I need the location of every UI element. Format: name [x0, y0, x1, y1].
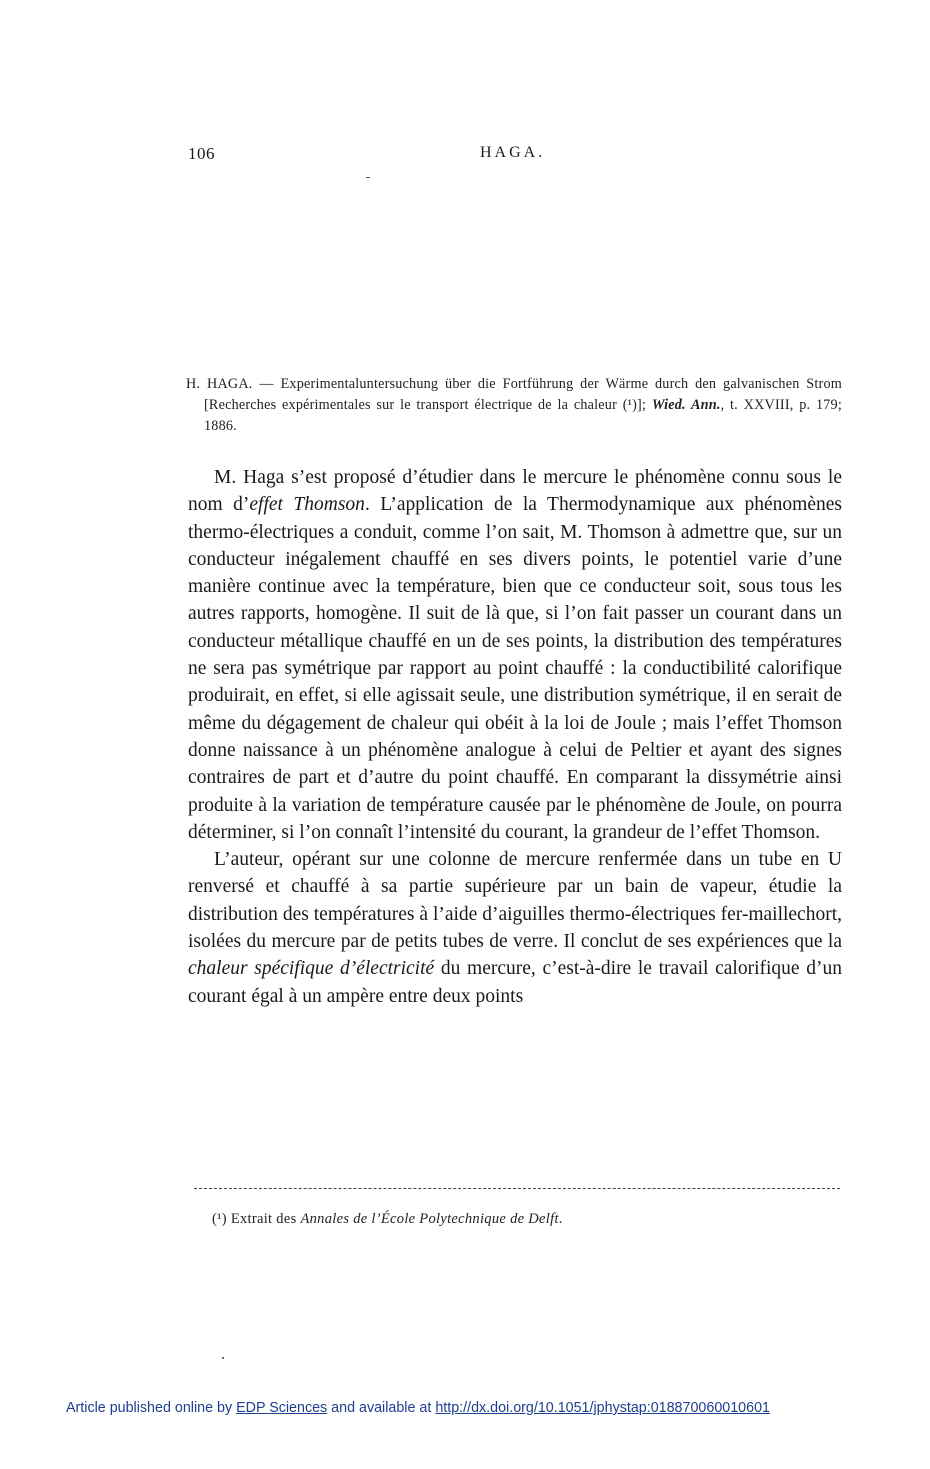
footnote-source: Annales de l’École Polytechnique de Delft	[300, 1211, 559, 1227]
paragraph-2	[188, 846, 842, 1010]
speck-mark-2	[222, 1357, 224, 1359]
citation-author: H. HAGA.	[186, 376, 253, 392]
footnote-rule	[194, 1188, 840, 1189]
publisher-middle: and available at	[327, 1400, 436, 1416]
edp-sciences-link[interactable]: EDP Sciences	[236, 1400, 328, 1416]
speck-mark	[366, 177, 370, 178]
citation-details: , t. XXVIII, p. 179; 1886.	[204, 397, 842, 434]
citation-block	[186, 374, 842, 437]
paragraph-1-start: M. Haga s’est proposé d’étudier dans le mercure le phénomène connu sous le nom d’	[188, 467, 842, 516]
footnote-end: .	[558, 1211, 563, 1227]
paragraph-1-rest: . L’application de la Thermodynamique aux phénomènes thermo-électriques a conduit, comme l’on sait, M. Thomson à admettre que, sur un conducteur inégalement chauffé en ses divers points, le potentiel varie d’une manière continue avec la température, bien que ce conducteur soit, sous tous les autres rapports, homogène. Il suit de là que, si l’on fait passer un courant dans un conducteur métallique chauffé en un de ses points, la distribution des températures ne sera pas symétrique par rapport au point chauffé : la conductibilité calorifique produirait, en effet, si elle agissait seule, une distribution symétrique, il en serait de même du dégagement de chaleur qui obéit à la loi de Joule ; mais l’effet Thomson donne naissance à un phénomène analogue à celui de Peltier et ayant des signes contraires de part et d’autre du point chauffé. En comparant la dissymétrie ainsi produite à la variation de température causée par le phénomène de Joule, on pourra déterminer, si l’on connaît l’intensité du courant, la grandeur de l’effet Thomson.	[188, 494, 842, 843]
page-number: 106	[188, 144, 215, 163]
footnote	[212, 1211, 563, 1228]
running-head: HAGA.	[480, 144, 546, 161]
paragraph-2-rest: du mercure, c’est-à-dire le travail calorifique d’un courant égal à un ampère entre deux points	[188, 958, 842, 1007]
doi-link[interactable]: http://dx.doi.org/10.1051/jphystap:018870060010601	[435, 1400, 770, 1416]
citation-dash: —	[252, 376, 281, 392]
publisher-prefix: Article published online by	[66, 1400, 237, 1416]
citation-title-german: Experimentaluntersuchung über die Fortführung der Wärme durch den galvanischen Strom	[280, 376, 842, 392]
citation-text	[186, 374, 842, 437]
paragraph-2-start: L’auteur, opérant sur une colonne de mercure renfermée dans un tube en U renversé et chauffé à sa partie supérieure par un bain de vapeur, étudie la distribution des températures à l’aide d’aiguilles thermo-électriques fer-maillechort, isolées du mercure par de petits tubes de verre. Il conclut de ses expériences que la	[188, 849, 842, 953]
citation-title-french: [Recherches expérimentales sur le transport électrique de la chaleur (¹)];	[204, 397, 652, 413]
paragraph-2-emphasis: chaleur spécifique d’électricité	[188, 958, 435, 980]
publisher-line	[66, 1400, 770, 1416]
footnote-marker: (¹) Extrait des	[212, 1211, 301, 1227]
paragraph-1-emphasis: effet Thomson	[249, 494, 365, 516]
article-body	[188, 464, 842, 1010]
paragraph-1	[188, 464, 842, 846]
citation-journal: Wied. Ann.	[651, 397, 721, 413]
